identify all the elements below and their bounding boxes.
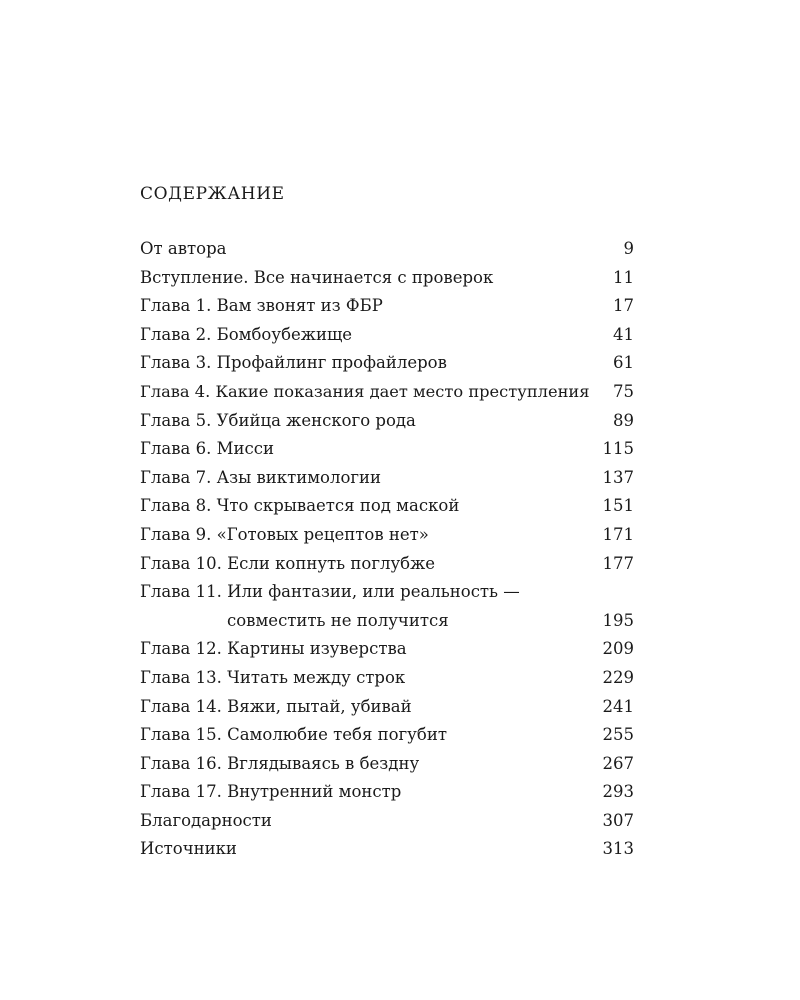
toc-entry-title: Глава 12. Картины изуверства bbox=[140, 639, 407, 659]
toc-entry-title: Глава 15. Самолюбие тебя погубит bbox=[140, 725, 447, 745]
toc-entry-title: Глава 7. Азы виктимологии bbox=[140, 467, 382, 487]
toc-entry-page: 151 bbox=[602, 496, 634, 516]
toc-entry-page: 115 bbox=[602, 439, 634, 459]
toc-entry-page: 255 bbox=[602, 725, 634, 745]
toc-entry bbox=[140, 835, 634, 864]
toc-entry bbox=[140, 778, 634, 807]
toc-entry-page: 75 bbox=[613, 381, 634, 401]
toc-entry bbox=[140, 550, 634, 579]
toc-entry bbox=[140, 521, 634, 550]
toc-entry-title-continuation: совместить не получится bbox=[227, 610, 449, 630]
toc-entry-title: Глава 1. Вам звонят из ФБР bbox=[140, 296, 383, 316]
toc-entry bbox=[140, 492, 634, 521]
toc-entry bbox=[140, 693, 634, 722]
toc-entry-page: 61 bbox=[613, 353, 634, 373]
toc-entry-title: Глава 16. Вглядываясь в бездну bbox=[140, 753, 420, 773]
toc-entry-page: 209 bbox=[602, 639, 634, 659]
toc-entry-title: Глава 9. «Готовых рецептов нет» bbox=[140, 524, 429, 544]
toc-entry-title: От автора bbox=[140, 239, 227, 258]
toc-entry-title: Глава 11. Или фантазии, или реальность — bbox=[140, 582, 520, 602]
toc-entry-page: 307 bbox=[602, 810, 634, 830]
toc-entry bbox=[140, 292, 634, 321]
toc-entry-title: Глава 2. Бомбоубежище bbox=[140, 324, 353, 344]
toc-entry-title: Глава 10. Если копнуть поглубже bbox=[140, 553, 436, 573]
toc-entry-title: Благодарности bbox=[140, 810, 272, 830]
toc-heading: СОДЕРЖАНИЕ bbox=[140, 184, 285, 204]
toc-entry-title: Глава 5. Убийца женского рода bbox=[140, 410, 416, 430]
toc-entry bbox=[140, 664, 634, 693]
toc-entry bbox=[140, 407, 634, 436]
toc-entry-title: Источники bbox=[140, 839, 237, 859]
toc-entry-page: 313 bbox=[602, 839, 634, 859]
toc-entry-title: Глава 13. Читать между строк bbox=[140, 667, 406, 687]
toc-entry-page: 229 bbox=[602, 667, 634, 687]
toc-entry bbox=[140, 264, 634, 293]
toc-entry bbox=[140, 435, 634, 464]
toc-entry bbox=[140, 721, 634, 750]
toc-entry-page: 137 bbox=[602, 467, 634, 487]
toc-entry bbox=[140, 349, 634, 378]
toc-entry-page: 41 bbox=[613, 324, 634, 344]
toc-entry bbox=[140, 807, 634, 836]
toc-entry-title: Вступление. Все начинается с проверок bbox=[140, 267, 494, 287]
toc-list bbox=[140, 235, 634, 864]
toc-entry-page: 171 bbox=[602, 524, 634, 544]
toc-entry bbox=[140, 464, 634, 493]
toc-entry-page: 195 bbox=[602, 610, 634, 630]
toc-entry-title: Глава 4. Какие показания дает место преступления bbox=[140, 381, 590, 401]
toc-entry-title: Глава 3. Профайлинг профайлеров bbox=[140, 353, 447, 373]
toc-entry-page: 9 bbox=[623, 239, 634, 258]
toc-entry-page: 241 bbox=[602, 696, 634, 716]
toc-entry-title: Глава 6. Мисси bbox=[140, 439, 274, 459]
toc-entry-title: Глава 17. Внутренний монстр bbox=[140, 782, 402, 802]
toc-entry bbox=[140, 635, 634, 664]
toc-entry bbox=[140, 321, 634, 350]
toc-entry-page: 17 bbox=[613, 296, 634, 316]
toc-entry-title: Глава 8. Что скрывается под маской bbox=[140, 496, 460, 516]
toc-entry-title: Глава 14. Вяжи, пытай, убивай bbox=[140, 696, 412, 716]
toc-entry bbox=[140, 378, 634, 407]
toc-entry-page: 293 bbox=[602, 782, 634, 802]
toc-entry-page: 89 bbox=[613, 410, 634, 430]
toc-entry bbox=[140, 750, 634, 779]
toc-entry-page: 177 bbox=[602, 553, 634, 573]
toc-entry bbox=[140, 578, 634, 635]
toc-entry-page: 11 bbox=[613, 267, 634, 287]
toc-entry-page: 267 bbox=[602, 753, 634, 773]
toc-entry bbox=[140, 235, 634, 264]
